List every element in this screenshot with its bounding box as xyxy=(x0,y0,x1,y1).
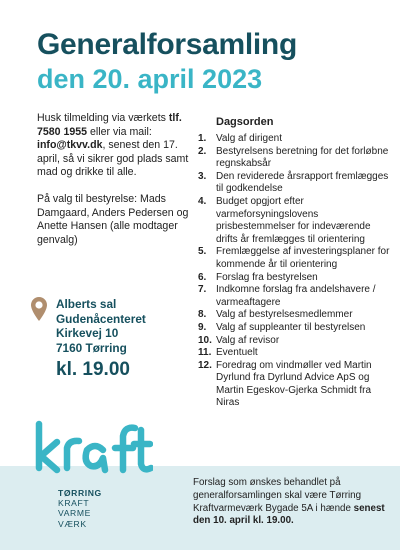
registration-text-2: eller via mail: xyxy=(87,125,152,138)
event-time: kl. 19.00 xyxy=(56,359,130,380)
agenda-item-text: Indkomne forslag fra andelshavere / varmeaftagere xyxy=(216,284,376,308)
agenda-item-number: 5. xyxy=(198,246,207,258)
company-name-line-3: VARME xyxy=(58,508,91,519)
agenda-item-number: 1. xyxy=(198,133,207,144)
venue-street: Kirkevej 10 xyxy=(56,326,119,340)
agenda-item-number: 4. xyxy=(198,195,207,207)
agenda-item-number: 9. xyxy=(198,321,207,333)
agenda-item-text: Budget opgjort efter varmeforsyningslovens prisbestemmelser for indeværende drifts år fremlægges til orientering xyxy=(216,195,371,245)
location-pin-icon xyxy=(30,296,48,322)
agenda-item xyxy=(198,360,390,410)
agenda-item-number: 10. xyxy=(198,334,212,346)
intro-section xyxy=(37,112,197,260)
kraft-logo-icon xyxy=(33,420,153,478)
agenda-item xyxy=(198,322,390,335)
agenda-item xyxy=(198,146,390,171)
agenda-item-number: 7. xyxy=(198,284,207,296)
agenda-item-number: 6. xyxy=(198,271,207,283)
agenda-item-text: Bestyrelsens beretning for det forløbne regnskabsår xyxy=(216,145,389,170)
proposal-notice xyxy=(193,477,393,528)
agenda-item-text: Forslag fra bestyrelsen xyxy=(216,271,318,283)
venue-city: 7160 Tørring xyxy=(56,340,127,355)
agenda-item-number: 2. xyxy=(198,145,207,157)
agenda-item-text: Valg af dirigent xyxy=(216,133,282,144)
phone-number: tlf. 7580 1955 xyxy=(37,112,182,138)
venue-hall: Alberts sal xyxy=(56,297,117,311)
board-election-paragraph: På valg til bestyrelse: Mads Damgaard, Anders Pedersen og Anette Hansen (alle modtager genvalg) xyxy=(37,192,189,246)
company-name-line-4: VÆRK xyxy=(58,518,87,529)
agenda-item-number: 12. xyxy=(198,359,212,371)
agenda-item-text: Valg af revisor xyxy=(216,334,280,346)
agenda-item xyxy=(198,196,390,246)
agenda-item xyxy=(198,246,390,271)
notice-deadline: senest den 10. april kl. 19.00. xyxy=(193,502,385,527)
agenda-item xyxy=(198,335,390,348)
agenda-item xyxy=(198,133,390,146)
agenda-item xyxy=(198,272,390,285)
agenda-list xyxy=(198,133,390,410)
notice-text: Forslag som ønskes behandlet på generalforsamlingen skal være Tørring Kraftvarmeværk Bygade 5A i hænde xyxy=(193,477,362,514)
registration-text-3: , senest den 17. april, så vi sikrer god plads samt mad og drikke til alle. xyxy=(37,139,189,179)
venue-address xyxy=(56,297,146,355)
agenda-item-number: 11. xyxy=(198,347,212,359)
company-name xyxy=(58,488,102,529)
agenda-item xyxy=(198,309,390,322)
agenda-item-number: 8. xyxy=(198,309,207,321)
agenda-title: Dagsorden xyxy=(216,116,274,128)
agenda-item xyxy=(198,284,390,309)
agenda-section xyxy=(198,116,390,410)
company-name-line-2: KRAFT xyxy=(58,498,90,509)
event-date: den 20. april 2023 xyxy=(37,64,263,94)
page-title: Generalforsamling xyxy=(37,28,297,61)
registration-text: Husk tilmelding via værkets xyxy=(37,112,166,124)
agenda-item xyxy=(198,347,390,360)
agenda-item-text: Eventuelt xyxy=(216,347,258,359)
agenda-item-text: Fremlæggelse af investeringsplaner for kommende år til orientering xyxy=(216,246,390,270)
venue-building: Gudenåcenteret xyxy=(56,311,146,326)
email-address: info@tkvv.dk xyxy=(37,139,103,152)
agenda-item xyxy=(198,171,390,196)
agenda-item-text: Valg af suppleanter til bestyrelsen xyxy=(216,321,366,333)
agenda-item-text: Den reviderede årsrapport fremlægges til godkendelse xyxy=(216,170,389,195)
registration-paragraph xyxy=(37,112,197,180)
agenda-item-number: 3. xyxy=(198,170,207,182)
company-name-line-1: TØRRING xyxy=(58,488,102,498)
agenda-item-text: Foredrag om vindmøller ved Martin Dyrlund fra Dyrlund Advice ApS og Martin Egeskov-Gjerka Schmidt fra Niras xyxy=(216,359,372,409)
agenda-item-text: Valg af bestyrelsesmedlemmer xyxy=(216,309,353,321)
